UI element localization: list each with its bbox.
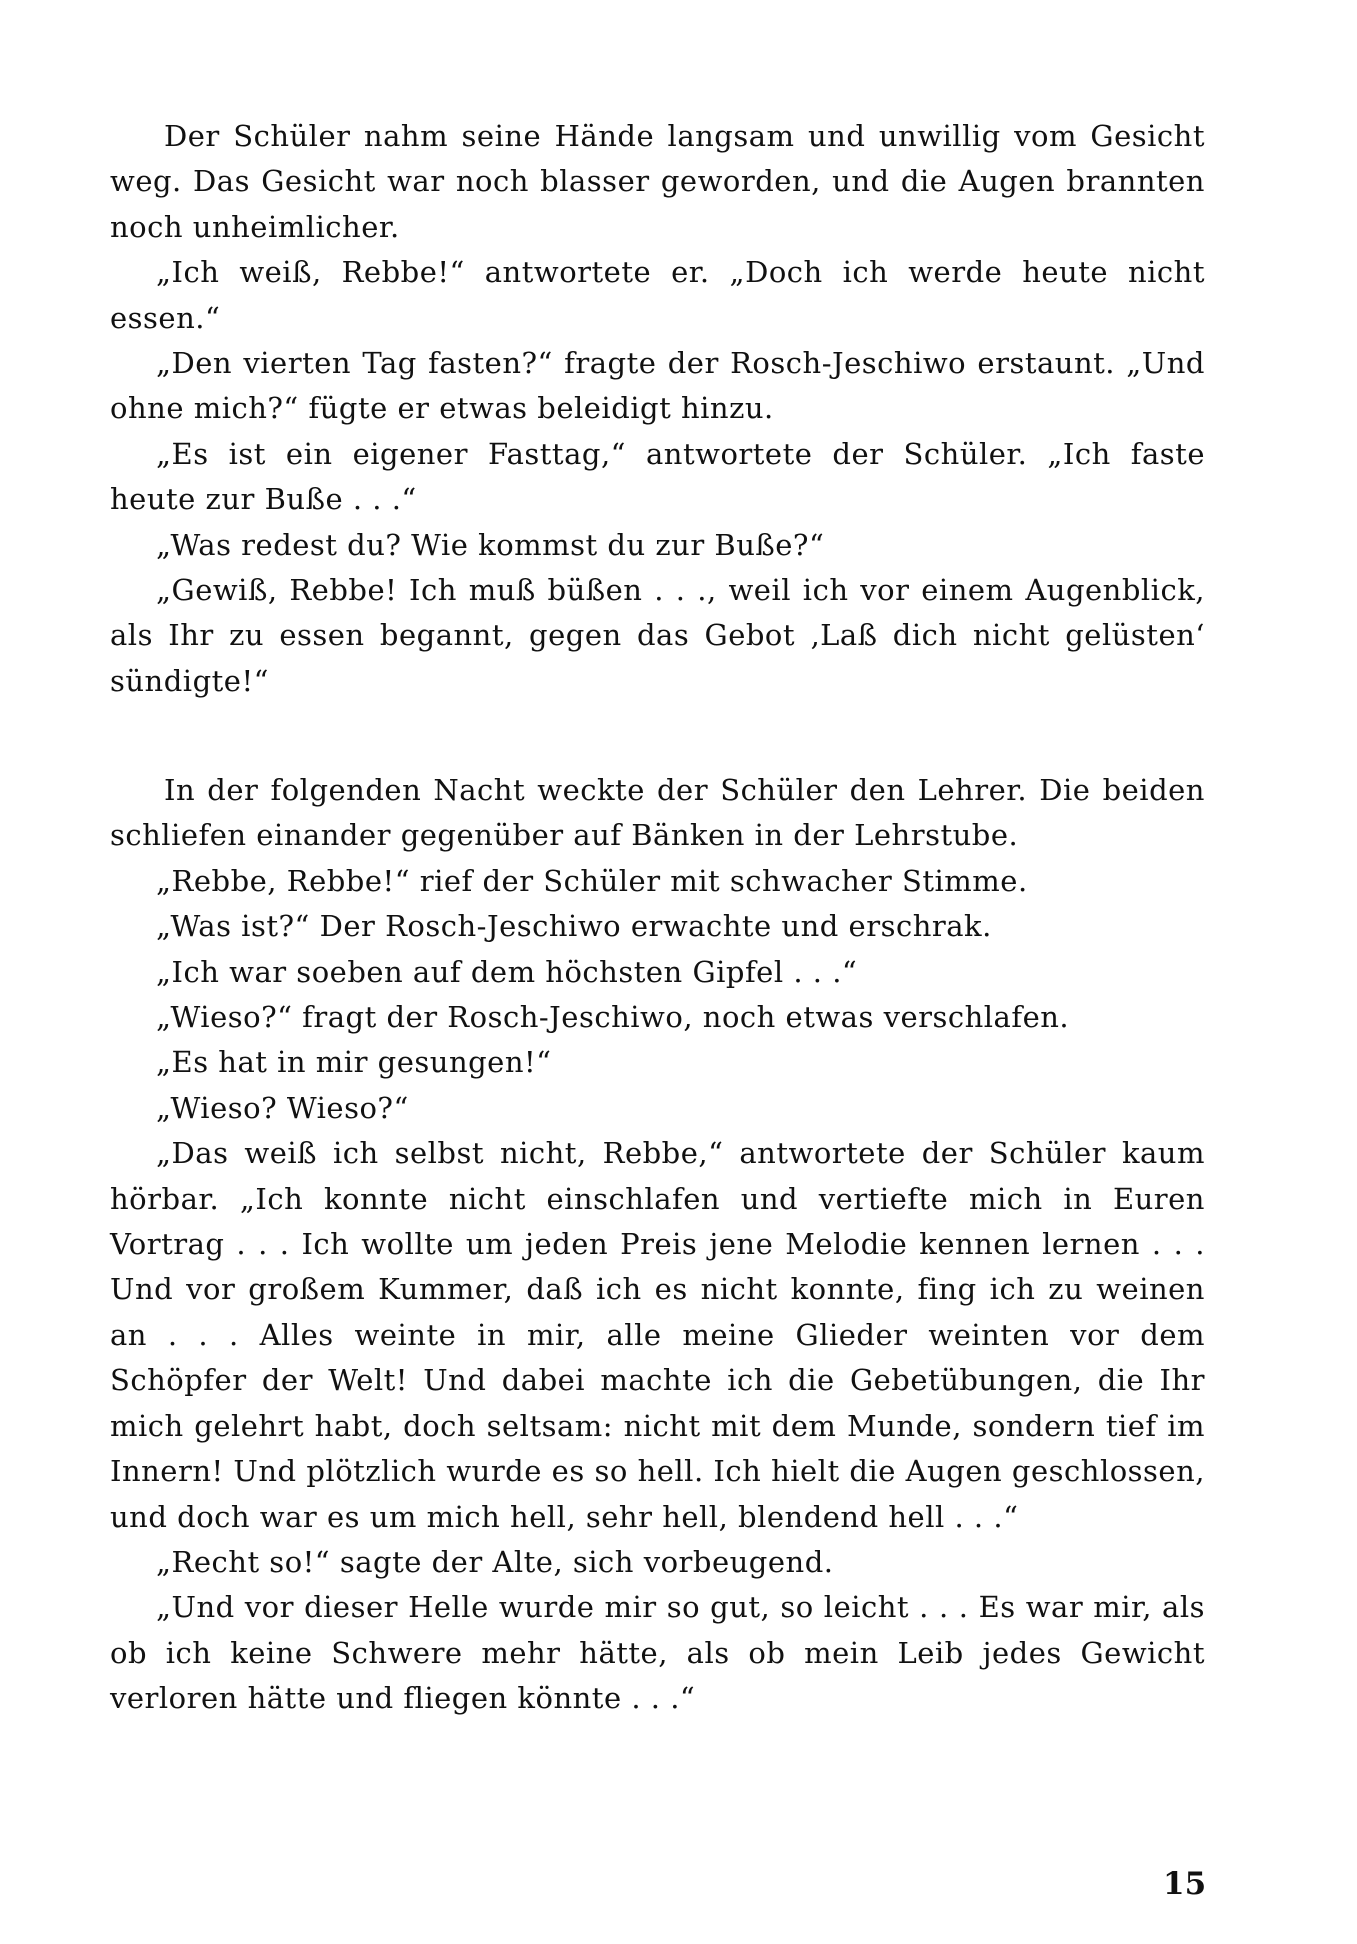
paragraph: „Es hat in mir gesungen!“ <box>156 1045 552 1080</box>
page-number: 15 <box>1163 1866 1207 1902</box>
paragraph: „Den vierten Tag fasten?“ fragte der Rosch-Jeschiwo erstaunt. „Und ohne mich?“ fügte er etwas beleidigt hinzu. <box>110 346 1205 426</box>
paragraph: „Ich weiß, Rebbe!“ antwortete er. „Doch ich werde heute nicht essen.“ <box>110 255 1205 335</box>
paragraph: Der Schüler nahm seine Hände langsam und unwillig vom Gesicht weg. Das Gesicht war noch blasser geworden, und die Augen brannten noch unheimlicher. <box>110 119 1205 244</box>
paragraph: „Rebbe, Rebbe!“ rief der Schüler mit schwacher Stimme. <box>156 863 1028 898</box>
text-section-2 <box>110 768 1205 1722</box>
paragraph: „Das weiß ich selbst nicht, Rebbe,“ antwortete der Schüler kaum hörbar. „Ich konnte nicht einschlafen und vertiefte mich in Euren Vortrag . . . Ich wollte um jeden Preis jene Melodie kennen lernen . . . Und vor großem Kummer, daß ich es nicht konnte, fing ich zu weinen an . . . Alles weinte in mir, alle meine Glieder weinten vor dem Schöpfer der Welt! Und dabei machte ich die Gebetübungen, die Ihr mich gelehrt habt, doch seltsam: nicht mit dem Munde, sondern tief im Innern! Und plötzlich wurde es so hell. Ich hielt die Augen geschlossen, und doch war es um mich hell, sehr hell, blendend hell . . .“ <box>110 1136 1205 1534</box>
paragraph: „Ich war soeben auf dem höchsten Gipfel . . .“ <box>156 954 858 989</box>
paragraph: „Und vor dieser Helle wurde mir so gut, so leicht . . . Es war mir, als ob ich keine Schwere mehr hätte, als ob mein Leib jedes Gewicht verloren hätte und fliegen könnte . . .“ <box>110 1590 1205 1716</box>
paragraph: „Es ist ein eigener Fasttag,“ antwortete der Schüler. „Ich faste heute zur Buße . . .“ <box>110 436 1205 517</box>
text-section-1 <box>110 114 1205 704</box>
paragraph: „Wieso?“ fragt der Rosch-Jeschiwo, noch etwas verschlafen. <box>156 1000 1070 1035</box>
paragraph: „Was ist?“ Der Rosch-Jeschiwo erwachte und erschrak. <box>156 909 992 944</box>
paragraph: „Gewiß, Rebbe! Ich muß büßen . . ., weil ich vor einem Augenblick, als Ihr zu essen begannt, gegen das Gebot ‚Laß dich nicht gelüsten‘ sündigte!“ <box>110 573 1205 698</box>
paragraph: „Recht so!“ sagte der Alte, sich vorbeugend. <box>156 1544 834 1579</box>
paragraph: „Was redest du? Wie kommst du zur Buße?“ <box>156 527 825 562</box>
paragraph: In der folgenden Nacht weckte der Schüler den Lehrer. Die beiden schliefen einander gegenüber auf Bänken in der Lehrstube. <box>110 773 1205 853</box>
paragraph: „Wieso? Wieso?“ <box>156 1090 409 1125</box>
